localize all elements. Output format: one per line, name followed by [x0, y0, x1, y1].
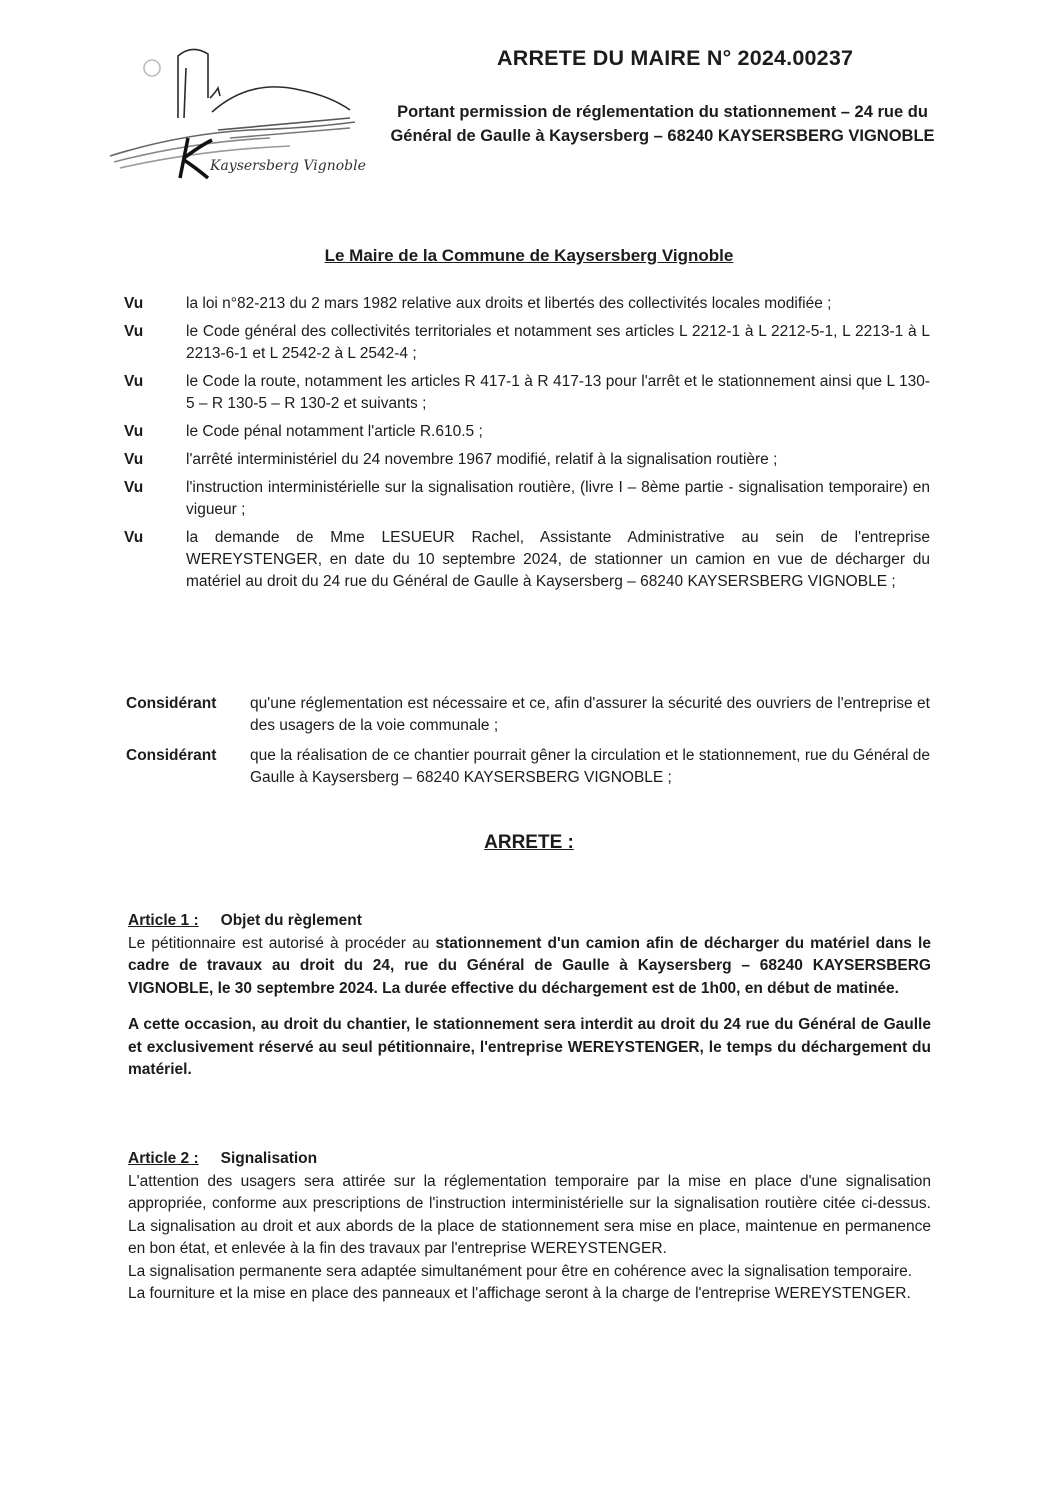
considerant-item	[126, 693, 930, 737]
arrete-heading: ARRETE :	[484, 832, 574, 853]
decree-title: ARRETE DU MAIRE N° 2024.00237	[497, 46, 854, 70]
article-2-paragraph-2: La signalisation permanente sera adaptée simultanément pour être en cohérence avec la signalisation temporaire.	[128, 1262, 913, 1280]
considerant-item	[126, 745, 930, 789]
article-1-paragraph-1	[128, 933, 931, 1001]
considerant-text: que la réalisation de ce chantier pourrait gêner la circulation et le stationnement, rue du Général de Gaulle à Kaysersberg – 68240 KAYSERSBERG VIGNOBLE ;	[250, 747, 930, 786]
considerant-list	[126, 693, 930, 797]
vu-label: Vu	[124, 423, 144, 440]
vu-text: l'instruction interministérielle sur la signalisation routière, (livre I – 8ème partie - signalisation temporaire) en vigueur ;	[186, 479, 930, 518]
vu-item	[124, 477, 930, 521]
article-2-paragraph-1: L'attention des usagers sera attirée sur la réglementation temporaire par la mise en place d'une signalisation appropriée, conforme aux prescriptions de l'instruction interministérielle sur la signalisation routière citée ci-dessus. La signalisation au droit et aux abords de la place de stationnement sera mise en place, maintenue en permanence en bon état, et enlevée à la fin des travaux par l'entreprise WEREYSTENGER.	[128, 1172, 931, 1257]
logo-wordmark: Kaysersberg Vignoble	[210, 158, 366, 174]
article-1	[128, 910, 931, 1082]
article-2-heading	[128, 1148, 931, 1171]
vu-text: le Code la route, notamment les articles R 417-1 à R 417-13 pour l'arrêt et le stationnement ainsi que L 130-5 – R 130-5 – R 130-2 et suivants ;	[186, 373, 930, 412]
considerant-label: Considérant	[126, 747, 217, 764]
considerant-label: Considérant	[126, 695, 217, 712]
decree-subtitle: Portant permission de réglementation du stationnement – 24 rue du Général de Gaulle à Kaysersberg – 68240 KAYSERSBERG VIGNOBLE	[390, 103, 935, 145]
vu-label: Vu	[124, 295, 144, 312]
article-1-heading	[128, 910, 931, 933]
vu-item	[124, 293, 930, 315]
vu-text: le Code général des collectivités territoriales et notamment ses articles L 2212-1 à L 2212-5-1, L 2213-1 à L 2213-6-1 et L 2542-2 à L 2542-4 ;	[186, 323, 930, 362]
article-1-number: Article 1 :	[128, 912, 199, 929]
vu-text: l'arrêté interministériel du 24 novembre 1967 modifié, relatif à la signalisation routière ;	[186, 451, 778, 468]
article-1-p1-normal: Le pétitionnaire est autorisé à procéder au	[128, 934, 436, 952]
vu-item	[124, 421, 930, 443]
article-2-number: Article 2 :	[128, 1150, 199, 1167]
vu-label: Vu	[124, 479, 144, 496]
mayor-heading: Le Maire de la Commune de Kaysersberg Vignoble	[324, 246, 734, 265]
article-1-paragraph-2: A cette occasion, au droit du chantier, le stationnement sera interdit au droit du 24 rue du Général de Gaulle et exclusivement réservé au seul pétitionnaire, l'entreprise WEREYSTENGER, le temps du déchargement du matériel.	[128, 1016, 931, 1078]
vu-label: Vu	[124, 451, 144, 468]
vu-label: Vu	[124, 529, 144, 546]
vu-text: la demande de Mme LESUEUR Rachel, Assistante Administrative au sein de l'entreprise WEREYSTENGER, en date du 10 septembre 2024, de stationner un camion en vue de décharger du matériel au droit du 24 rue du Général de Gaulle à Kaysersberg – 68240 KAYSERSBERG VIGNOBLE ;	[186, 529, 930, 590]
considerant-text: qu'une réglementation est nécessaire et ce, afin d'assurer la sécurité des ouvriers de l'entreprise et des usagers de la voie communale ;	[250, 695, 930, 734]
article-2-paragraph-3: La fourniture et la mise en place des panneaux et l'affichage seront à la charge de l'entreprise WEREYSTENGER.	[128, 1285, 911, 1302]
vu-text: la loi n°82-213 du 2 mars 1982 relative aux droits et libertés des collectivités locales modifiée ;	[186, 295, 832, 312]
article-2-title: Signalisation	[220, 1150, 318, 1167]
vu-text: le Code pénal notamment l'article R.610.5 ;	[186, 423, 483, 440]
vu-item	[124, 321, 930, 365]
vu-item	[124, 527, 930, 593]
vu-label: Vu	[124, 323, 144, 340]
article-1-p1-bold: stationnement d'un camion afin de décharger du matériel dans le cadre de travaux au droit du 24, rue du Général de Gaulle à Kaysersberg – 68240 KAYSERSBERG VIGNOBLE, le 30 septembre 2024. La durée effective du déchargement est de 1h00, en début de matinée.	[128, 934, 931, 997]
article-2	[128, 1148, 931, 1306]
article-1-title: Objet du règlement	[220, 912, 362, 929]
vu-list	[124, 293, 930, 599]
vu-item	[124, 371, 930, 415]
vu-label: Vu	[124, 373, 144, 390]
vu-item	[124, 449, 930, 471]
